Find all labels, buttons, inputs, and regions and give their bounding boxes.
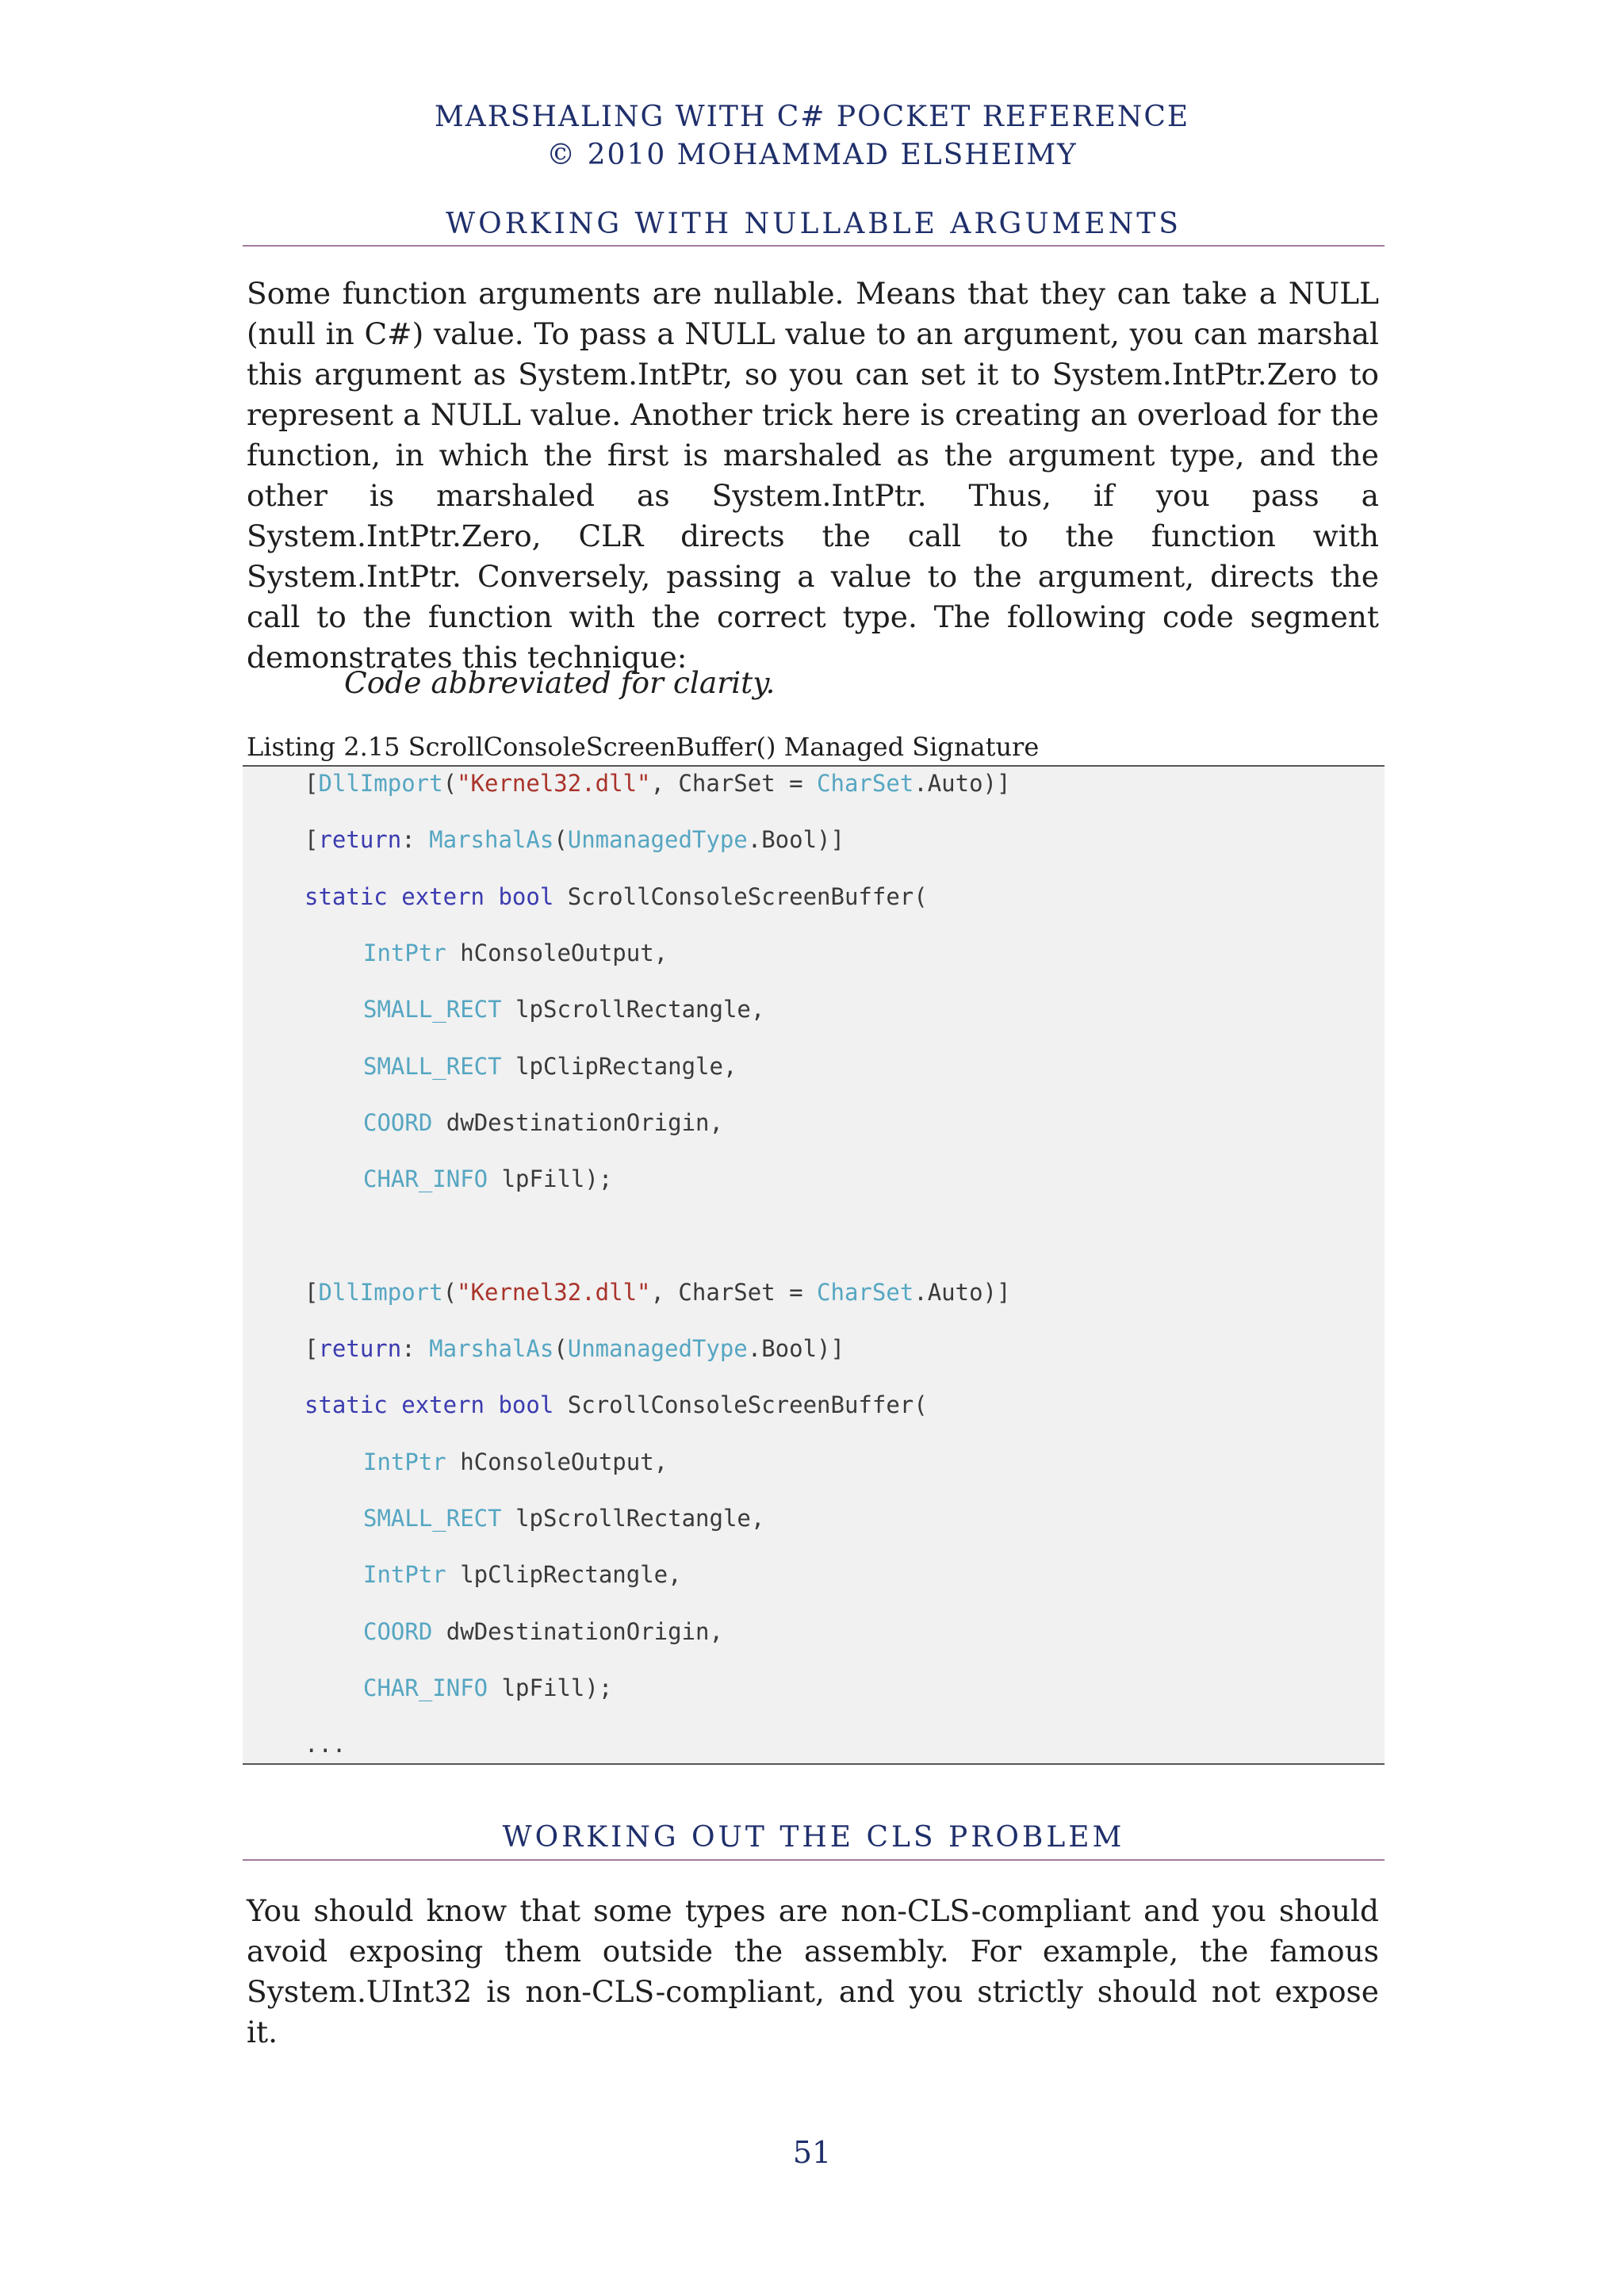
code-token: SMALL_RECT: [363, 1504, 502, 1532]
code-token: SMALL_RECT: [363, 996, 502, 1024]
code-line: [304, 1277, 1010, 1307]
code-token: MarshalAs: [429, 1335, 554, 1362]
code-token: UnmanagedType: [567, 826, 748, 854]
section-heading-nullable-arguments: WORKING WITH NULLABLE ARGUMENTS: [446, 208, 1182, 240]
code-token: IntPtr: [363, 1561, 446, 1589]
code-token: COORD: [363, 1617, 433, 1645]
code-line: [363, 994, 764, 1024]
code-token: IntPtr: [363, 1448, 446, 1475]
code-token: (: [553, 826, 568, 854]
code-token: [: [304, 770, 319, 797]
code-token: MarshalAs: [429, 826, 554, 854]
code-token: return: [318, 826, 402, 854]
code-token: [: [304, 1278, 319, 1306]
code-token: return: [318, 1335, 402, 1362]
code-token: [388, 1391, 401, 1418]
section-rule: [243, 1859, 1385, 1861]
code-token: COORD: [363, 1108, 433, 1136]
code-token: .Bool)]: [747, 826, 845, 854]
code-token: "Kernel32.dll": [457, 1278, 651, 1306]
code-token: (: [553, 1335, 568, 1362]
code-token: lpScrollRectangle,: [501, 1504, 765, 1532]
code-token: .Auto)]: [914, 770, 1011, 797]
code-line: [363, 1617, 723, 1647]
code-token: DllImport: [318, 1278, 443, 1306]
code-token: dwDestinationOrigin,: [432, 1108, 723, 1136]
code-token: lpFill);: [488, 1165, 613, 1193]
code-token: "Kernel32.dll": [457, 770, 651, 797]
code-token: DllImport: [318, 770, 443, 797]
code-token: lpClipRectangle,: [501, 1052, 737, 1080]
code-token: [485, 883, 498, 910]
code-token: lpScrollRectangle,: [501, 996, 765, 1024]
code-token: ScrollConsoleScreenBuffer(: [553, 1391, 928, 1419]
code-line: [363, 1559, 682, 1590]
code-token: static: [304, 1391, 388, 1419]
code-listing: [243, 765, 1385, 1765]
code-token: [388, 883, 401, 910]
code-token: (: [442, 1278, 458, 1306]
code-token: CHAR_INFO: [363, 1674, 488, 1701]
code-line: [363, 1164, 612, 1194]
code-line: [363, 1447, 668, 1477]
running-head-title: MARSHALING WITH C# POCKET REFERENCE: [434, 101, 1190, 133]
code-token: CharSet: [817, 770, 914, 797]
code-line: [363, 1673, 612, 1703]
code-token: extern: [401, 1391, 485, 1419]
code-token: [: [304, 1335, 319, 1362]
code-token: ...: [304, 1731, 347, 1758]
code-token: static: [304, 882, 388, 910]
running-head-copyright: © 2010 MOHAMMAD ELSHEIMY: [546, 139, 1078, 171]
code-token: dwDestinationOrigin,: [432, 1617, 723, 1645]
code-token: SMALL_RECT: [363, 1052, 502, 1080]
code-line: [363, 1503, 764, 1533]
listing-caption: Listing 2.15 ScrollConsoleScreenBuffer() Managed Signature: [247, 732, 1040, 762]
code-token: CharSet: [817, 1278, 914, 1306]
code-token: extern: [401, 882, 485, 910]
code-line: [363, 1051, 737, 1081]
italic-note: Code abbreviated for clarity.: [344, 665, 776, 700]
code-line: [304, 1729, 346, 1759]
code-token: lpClipRectangle,: [446, 1561, 682, 1589]
code-token: UnmanagedType: [567, 1335, 748, 1362]
code-token: , CharSet =: [650, 770, 818, 797]
body-paragraph-nullable: Some function arguments are nullable. Means that they can take a NULL (null in C#) value. To pass a NULL value to an argument, you can marshal this argument as System.IntPtr, so you can set it to System.IntPtr.Zero to represent a NULL value. Another trick here is creating an overload for the function, in which the first is marshaled as the argument type, and the other is marshaled as System.IntPtr. Thus, if you pass a System.IntPtr.Zero, CLR directs the call to the function with System.IntPtr. Conversely, passing a value to the argument, directs the call to the function with the correct type. The following code segment demonstrates this technique:: [247, 276, 1379, 675]
code-token: , CharSet =: [650, 1278, 818, 1306]
code-line: [304, 768, 1010, 798]
code-token: [: [304, 826, 319, 854]
code-token: [485, 1391, 498, 1418]
body-paragraph-cls: You should know that some types are non-CLS-compliant and you should avoid exposing them outside the assembly. For example, the famous System.UInt32 is non-CLS-compliant, and you strictly should not expose it.: [247, 1893, 1379, 2049]
section-rule: [243, 245, 1385, 247]
code-token: :: [401, 1335, 430, 1362]
code-token: lpFill);: [488, 1674, 613, 1701]
code-token: hConsoleOutput,: [446, 1448, 668, 1475]
code-line: [363, 1108, 723, 1138]
code-line: [304, 882, 928, 912]
code-line: [304, 1334, 845, 1364]
page-number: 51: [792, 2135, 832, 2170]
code-line: [363, 938, 668, 968]
code-token: CHAR_INFO: [363, 1165, 488, 1193]
code-token: bool: [498, 882, 554, 910]
code-token: bool: [498, 1391, 554, 1419]
code-token: .Auto)]: [914, 1278, 1011, 1306]
code-token: .Bool)]: [747, 1335, 845, 1362]
code-token: :: [401, 826, 430, 854]
code-line: [304, 825, 845, 855]
section-heading-cls-problem: WORKING OUT THE CLS PROBLEM: [502, 1821, 1125, 1854]
code-line: [304, 1390, 928, 1420]
code-token: (: [442, 770, 458, 797]
code-token: ScrollConsoleScreenBuffer(: [553, 882, 928, 910]
code-token: hConsoleOutput,: [446, 939, 668, 966]
code-token: IntPtr: [363, 939, 446, 966]
